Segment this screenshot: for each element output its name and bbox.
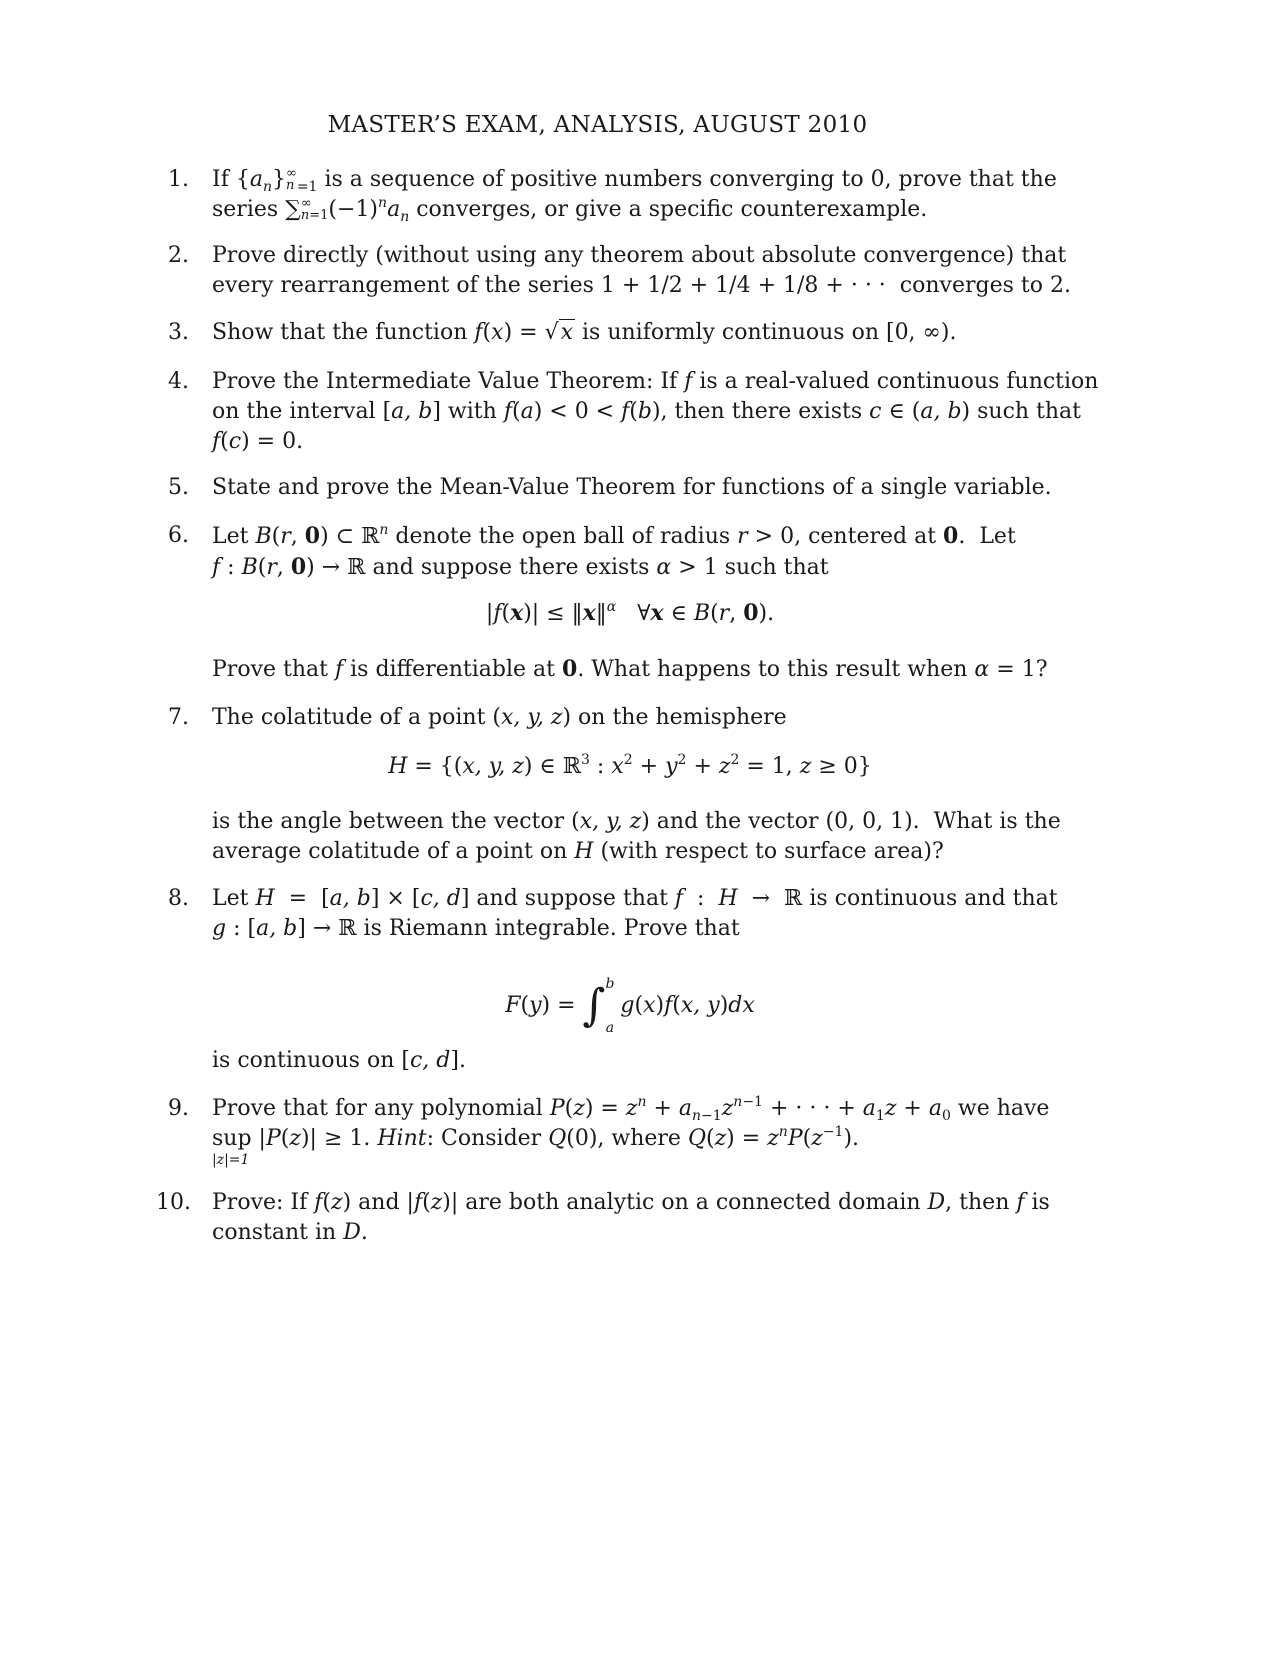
- problem-number: 6.: [168, 523, 189, 548]
- problem-text: Show that the function f(x) = √x is uniformly continuous on [0, ∞).: [212, 320, 957, 345]
- problem-number: 4.: [168, 369, 189, 394]
- display-equation-6: |f(x)| ≤ ‖x‖$^\alpha$ ∀x ∈ B(r, 0).: [485, 599, 775, 626]
- problem-text: State and prove the Mean-Value Theorem for functions of a single variable.: [212, 475, 1052, 500]
- problem-8-continuation: is continuous on [c, d].: [212, 1048, 466, 1073]
- problem-text: Prove that for any polynomial $P(z) = z^n + a_{n-1}z^{n-1}$ + · · · + $a_1z + a_0$ we have sup |P(z)| ≥ 1. Hint: Consider Q(0), where $Q(z) = z^nP(z^{-1})$.: [212, 1094, 1050, 1151]
- display-equation-8: F(y) = ∫ b a g(x)f(x, y)dx: [505, 976, 755, 1036]
- display-equation-7: H = {(x, y, z) ∈ ℝ$^3$ : $x^2 + y^2 + z^2 = 1$, z ≥ 0}: [388, 752, 872, 779]
- problem-text: If $\{a_n\}$ ∞ n $_{=1}$ is a sequence of positive numbers converging to 0, prove that the series ∑ ∞ n=1 $(-1)^na_n$ converges, or give a specific counterexample.: [212, 166, 1057, 225]
- problem-number: 8.: [168, 886, 189, 911]
- problem-number: 7.: [168, 705, 189, 730]
- problem-text: The colatitude of a point (x, y, z) on the hemisphere: [212, 705, 787, 730]
- problem-number: 3.: [168, 320, 189, 345]
- problem-number: 10.: [156, 1190, 191, 1215]
- problem-text: Prove directly (without using any theorem about absolute convergence) that every rearrangement of the series 1 + 1/2 + 1/4 + 1/8 + · · · converges to 2.: [212, 243, 1071, 298]
- sup-subscript: |z|=1: [212, 1152, 250, 1168]
- problem-number: 9.: [168, 1096, 189, 1121]
- problem-text: Prove: If f(z) and |f(z)| are both analytic on a connected domain D, then f is constant in D.: [212, 1190, 1050, 1245]
- problem-number: 5.: [168, 475, 189, 500]
- problem-7-continuation: is the angle between the vector (x, y, z) and the vector (0, 0, 1). What is the average colatitude of a point on H (with respect to surface area)?: [212, 809, 1061, 864]
- problem-6-continuation: Prove that f is differentiable at 0. What happens to this result when α = 1?: [212, 656, 1048, 682]
- problem-number: 1.: [168, 167, 189, 192]
- problem-text: Prove the Intermediate Value Theorem: If f is a real-valued continuous function on the interval [a, b] with f(a) < 0 < f(b), then there exists c ∈ (a, b) such that f(c) = 0.: [212, 369, 1099, 454]
- problem-text: Let B(r, 0) ⊂ ℝ$^n$ denote the open ball of radius r > 0, centered at 0. Let f : B(r, 0) → ℝ and suppose there exists α > 1 such that: [212, 522, 1016, 580]
- page-title: MASTER’S EXAM, ANALYSIS, AUGUST 2010: [327, 112, 868, 138]
- problem-text: Let H = [a, b] × [c, d] and suppose that f : H → ℝ is continuous and that g : [a, b] → ℝ is Riemann integrable. Prove that: [212, 886, 1058, 941]
- problem-number: 2.: [168, 243, 189, 268]
